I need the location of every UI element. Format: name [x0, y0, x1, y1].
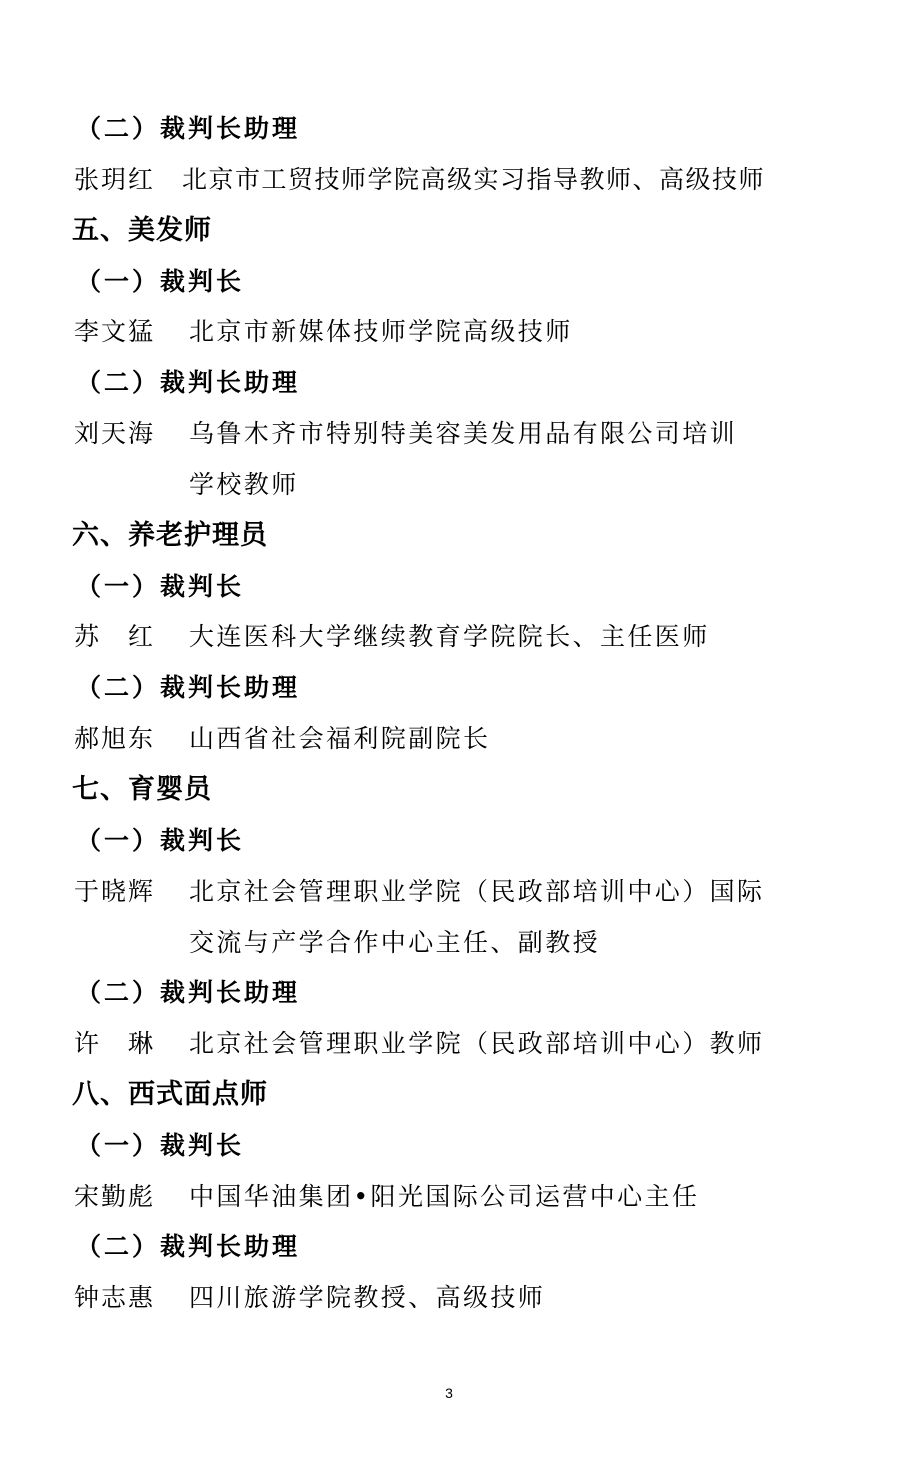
s8-chief-desc: 中国华油集团•阳光国际公司运营中心主任	[189, 1182, 700, 1211]
s5-assistant-name: 刘天海	[74, 419, 156, 448]
s8-assistant-desc: 四川旅游学院教授、高级技师	[189, 1283, 546, 1312]
s5-assistant-desc-line2: 学校教师	[189, 470, 299, 499]
s4-assistant-desc: 北京市工贸技师学院高级实习指导教师、高级技师	[182, 165, 766, 194]
s7-chief-name: 于晓辉	[74, 877, 156, 906]
s7-chief-desc-line1: 北京社会管理职业学院（民政部培训中心）国际	[189, 877, 765, 906]
s8-chief-name: 宋勤彪	[74, 1182, 156, 1211]
s8-chief-label: （一）裁判长	[76, 1131, 245, 1160]
s7-chief-label: （一）裁判长	[76, 826, 245, 855]
s6-title: 六、养老护理员	[72, 520, 268, 551]
s8-assistant-label: （二）裁判长助理	[76, 1232, 301, 1261]
s6-chief-name: 苏 红	[74, 622, 156, 651]
s6-chief-label: （一）裁判长	[76, 572, 245, 601]
s4-assistant-name: 张玥红	[74, 165, 156, 194]
s5-title: 五、美发师	[72, 215, 212, 246]
s4-assistant-label: （二）裁判长助理	[76, 114, 301, 143]
s7-assistant-desc: 北京社会管理职业学院（民政部培训中心）教师	[189, 1029, 765, 1058]
s5-chief-desc: 北京市新媒体技师学院高级技师	[189, 317, 573, 346]
s7-title: 七、育婴员	[72, 774, 212, 805]
s5-chief-name: 李文猛	[74, 317, 156, 346]
s5-assistant-label: （二）裁判长助理	[76, 368, 301, 397]
s6-assistant-label: （二）裁判长助理	[76, 673, 301, 702]
s8-title: 八、西式面点师	[72, 1079, 268, 1110]
s8-assistant-name: 钟志惠	[74, 1283, 156, 1312]
s5-chief-label: （一）裁判长	[76, 267, 245, 296]
page-number: 3	[445, 1385, 453, 1401]
s5-assistant-desc-line1: 乌鲁木齐市特别特美容美发用品有限公司培训	[189, 419, 738, 448]
s7-assistant-label: （二）裁判长助理	[76, 978, 301, 1007]
s6-assistant-desc: 山西省社会福利院副院长	[189, 724, 491, 753]
s7-assistant-name: 许 琳	[74, 1029, 156, 1058]
s6-chief-desc: 大连医科大学继续教育学院院长、主任医师	[189, 622, 710, 651]
s7-chief-desc-line2: 交流与产学合作中心主任、副教授	[189, 928, 601, 957]
s6-assistant-name: 郝旭东	[74, 724, 156, 753]
